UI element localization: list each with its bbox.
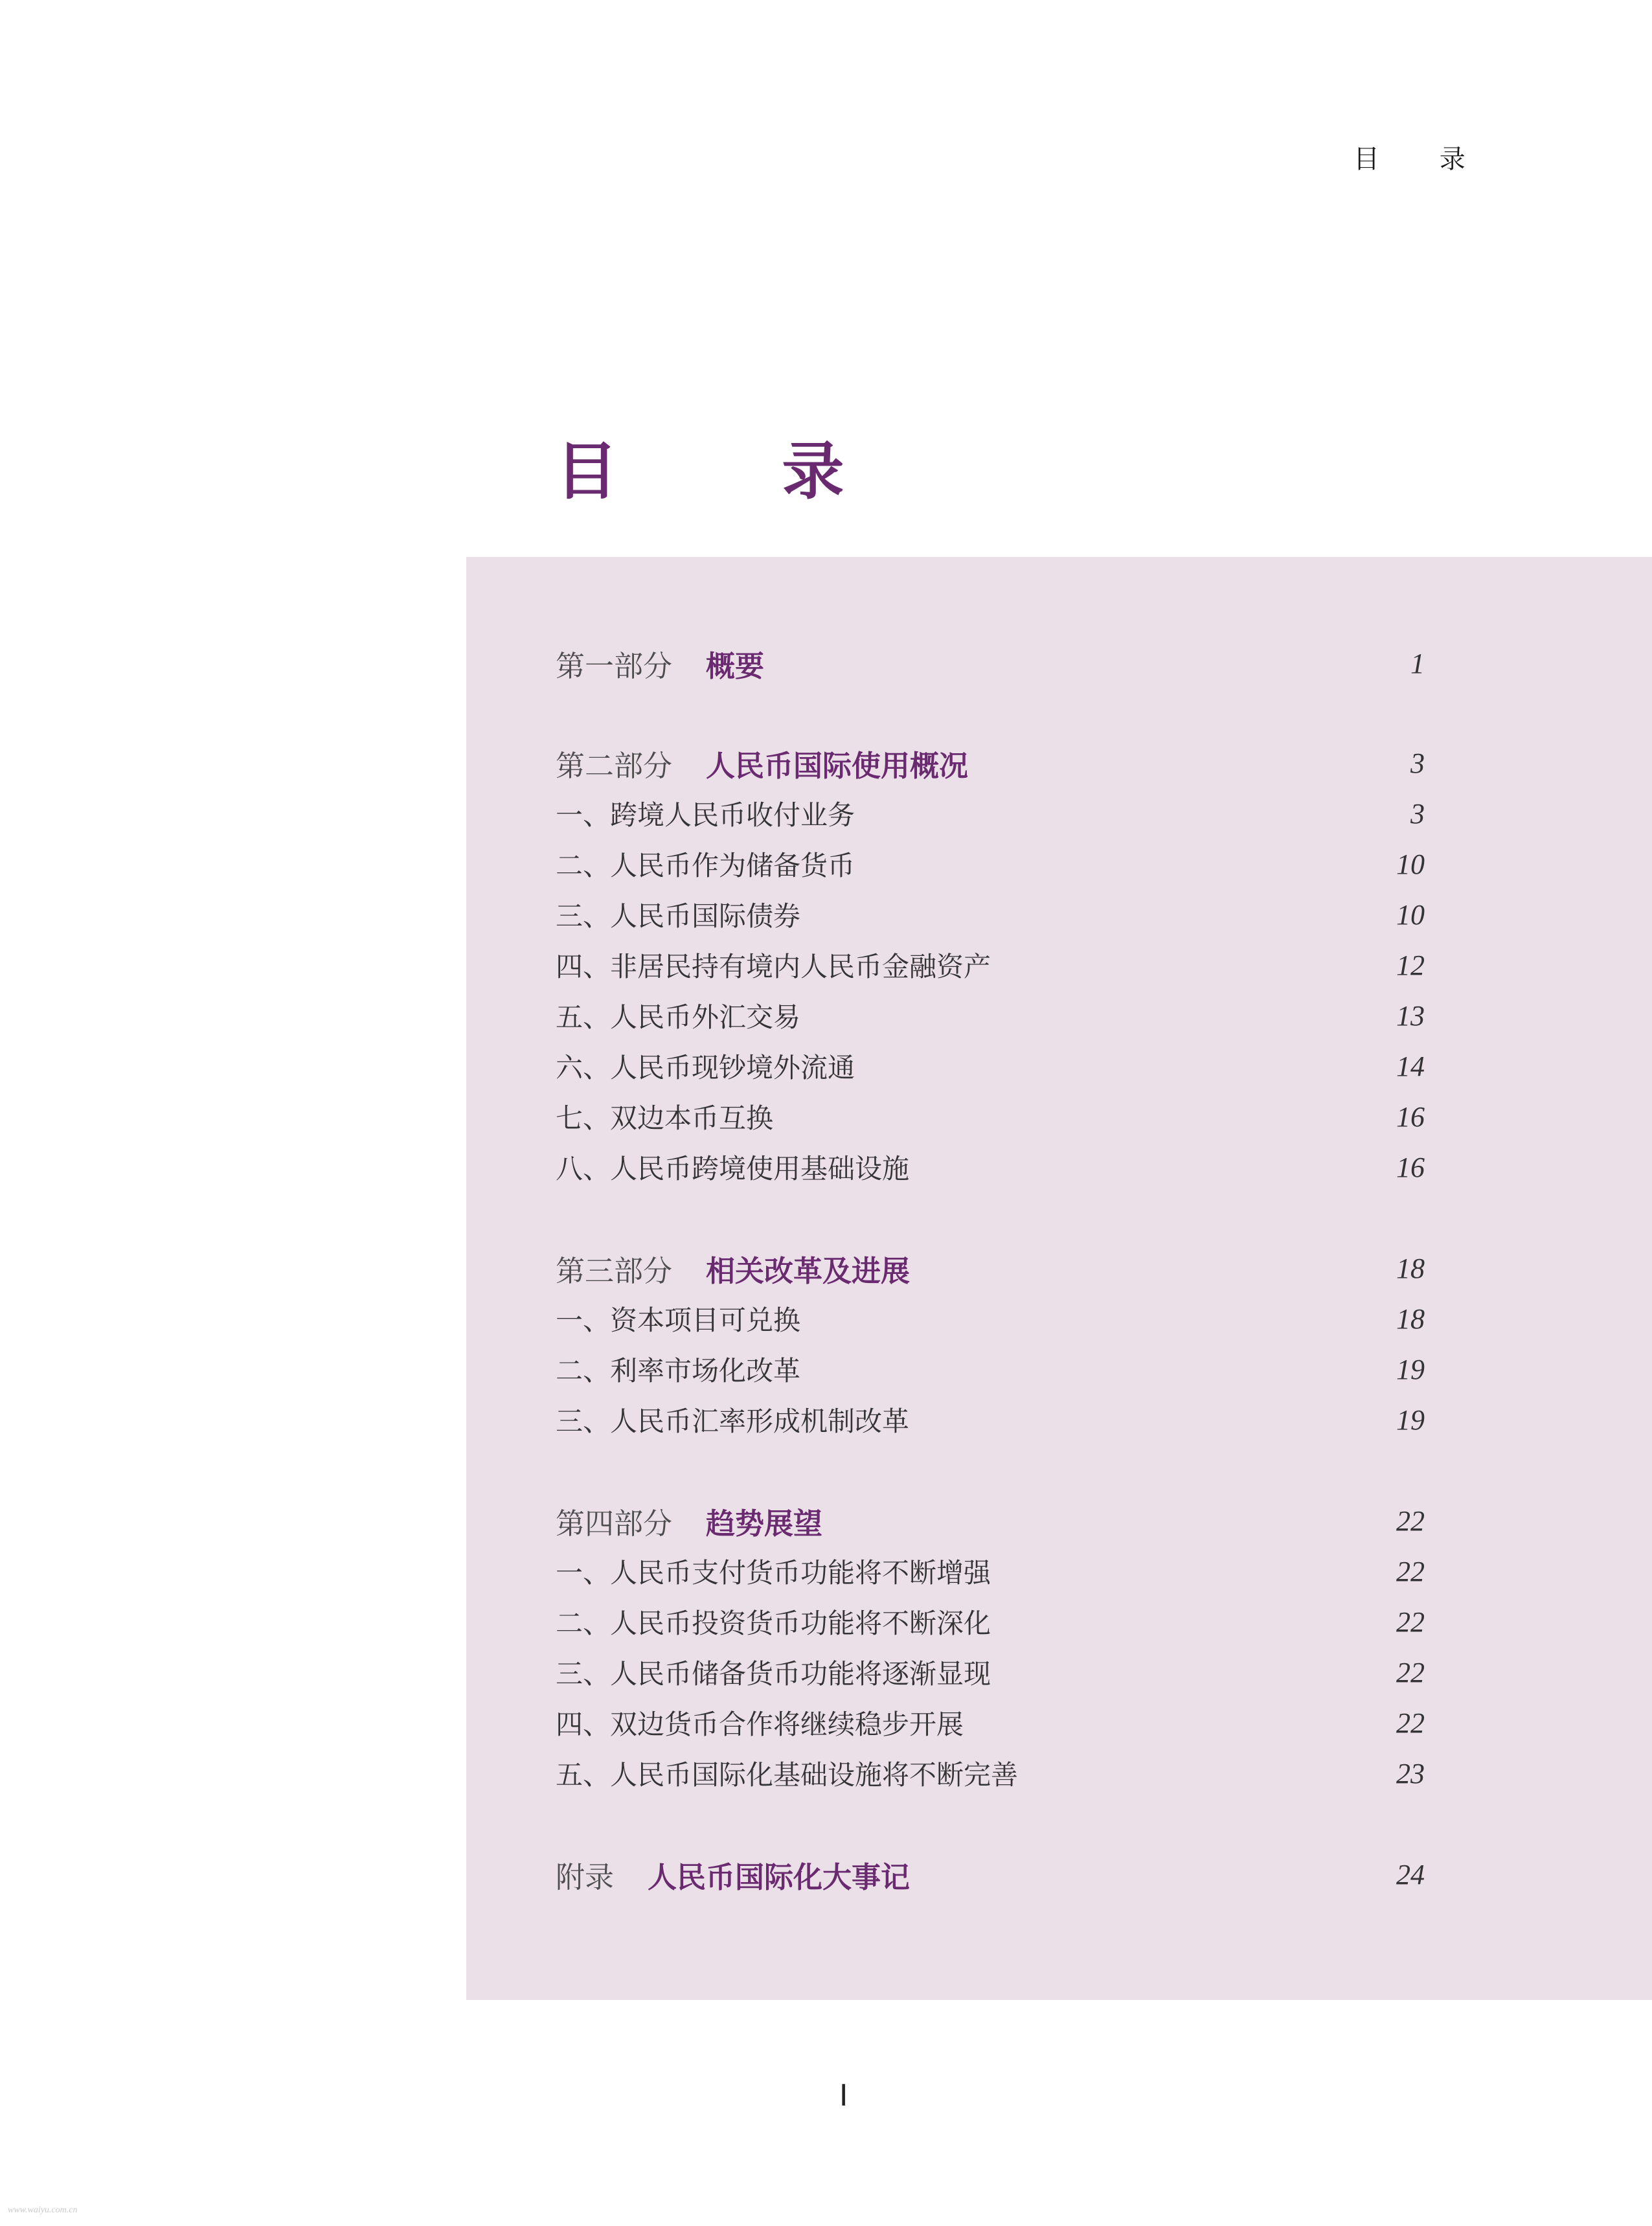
toc-row-title-group — [556, 1703, 964, 1742]
toc-part-label: 第三部分 — [556, 1253, 673, 1288]
toc-entry-title: 七、双边本币互换 — [556, 1102, 774, 1134]
toc-part-title: 趋势展望 — [706, 1506, 823, 1541]
toc-part-title: 概要 — [706, 648, 765, 683]
toc-page-number: 16 — [1396, 1100, 1425, 1133]
toc-part-row[interactable] — [556, 642, 1425, 684]
toc-part-label: 第一部分 — [556, 648, 673, 683]
toc-entry-row[interactable] — [556, 995, 1425, 1036]
toc-entry-row[interactable] — [556, 1702, 1425, 1743]
toc-page-number: 19 — [1396, 1403, 1425, 1436]
toc-entry-title: 六、人民币现钞境外流通 — [556, 1052, 855, 1084]
toc-row-title-group — [556, 845, 855, 883]
toc-entry-title: 三、人民币汇率形成机制改革 — [556, 1405, 910, 1437]
toc-page-number: 22 — [1396, 1555, 1425, 1587]
toc-row-title-group — [556, 1754, 1018, 1793]
toc-entry-title: 二、人民币作为储备货币 — [556, 850, 855, 881]
toc-row-title-group — [556, 946, 991, 984]
toc-row-title-group — [556, 996, 800, 1035]
page-number: I — [839, 2078, 848, 2113]
toc-page-number: 19 — [1396, 1353, 1425, 1385]
toc-entry-row[interactable] — [556, 793, 1425, 834]
toc-entry-row[interactable] — [556, 1298, 1425, 1339]
toc-part-label: 附录 — [556, 1859, 615, 1894]
toc-part-row[interactable] — [556, 1247, 1425, 1289]
toc-row-title-group — [556, 1653, 991, 1692]
toc-page-number: 22 — [1396, 1606, 1425, 1638]
toc-part-row[interactable] — [556, 1500, 1425, 1541]
toc-part-title: 人民币国际化大事记 — [648, 1859, 911, 1894]
toc-page-number: 14 — [1396, 1050, 1425, 1082]
toc-entry-row[interactable] — [556, 1652, 1425, 1693]
toc-entry-row[interactable] — [556, 1096, 1425, 1137]
toc-entry-title: 四、非居民持有境内人民币金融资产 — [556, 951, 991, 982]
toc-part-title: 人民币国际使用概况 — [706, 748, 969, 783]
toc-entry-row[interactable] — [556, 1146, 1425, 1188]
toc-row-title-group — [556, 1500, 822, 1542]
toc-entry-row[interactable] — [556, 944, 1425, 986]
toc-part-label: 第二部分 — [556, 748, 673, 783]
toc-row-title-group — [556, 794, 855, 833]
toc-part-label: 第四部分 — [556, 1506, 673, 1541]
toc-part-title: 相关改革及进展 — [706, 1253, 911, 1288]
toc-entry-title: 五、人民币国际化基础设施将不断完善 — [556, 1759, 1019, 1791]
toc-page-number: 22 — [1396, 1505, 1425, 1537]
toc-part-row[interactable] — [556, 742, 1425, 784]
toc-entry-title: 三、人民币国际债券 — [556, 900, 801, 932]
toc-page-number: 12 — [1396, 949, 1425, 981]
toc-row-title-group — [556, 1097, 773, 1136]
toc-page-number: 24 — [1396, 1858, 1425, 1891]
toc-page-number: 3 — [1410, 797, 1425, 830]
toc-entry-row[interactable] — [556, 1753, 1425, 1794]
toc-entry-title: 一、人民币支付货币功能将不断增强 — [556, 1557, 991, 1589]
toc-page-number: 23 — [1396, 1757, 1425, 1789]
running-header-title: 目 录 — [1353, 144, 1491, 174]
toc-page-number: 10 — [1396, 898, 1425, 931]
toc-entry-title: 三、人民币储备货币功能将逐渐显现 — [556, 1658, 991, 1690]
toc-page-number: 22 — [1396, 1707, 1425, 1739]
toc-row-title-group — [556, 1350, 800, 1389]
toc-entry-row[interactable] — [556, 1045, 1425, 1087]
toc-page-number: 10 — [1396, 848, 1425, 880]
toc-row-title-group — [556, 1552, 991, 1591]
toc-page-number: 16 — [1396, 1151, 1425, 1183]
toc-row-title-group — [556, 1400, 909, 1439]
toc-part-row[interactable] — [556, 1854, 1425, 1895]
toc-row-title-group — [556, 1602, 991, 1641]
toc-page-number: 3 — [1410, 747, 1425, 779]
toc-row-title-group — [556, 1854, 910, 1896]
toc-entry-title: 一、资本项目可兑换 — [556, 1304, 801, 1336]
toc-entry-row[interactable] — [556, 1550, 1425, 1592]
toc-entry-row[interactable] — [556, 843, 1425, 885]
toc-entry-title: 五、人民币外汇交易 — [556, 1001, 801, 1033]
toc-row-title-group — [556, 642, 764, 685]
toc-page-number: 22 — [1396, 1656, 1425, 1688]
toc-entry-title: 一、跨境人民币收付业务 — [556, 799, 855, 831]
toc-heading: 目 录 — [556, 435, 916, 508]
toc-entry-row[interactable] — [556, 1601, 1425, 1642]
toc-page-number: 13 — [1396, 999, 1425, 1032]
toc-entry-title: 二、利率市场化改革 — [556, 1355, 801, 1387]
toc-entry-title: 八、人民币跨境使用基础设施 — [556, 1153, 910, 1185]
toc-entry-row[interactable] — [556, 1399, 1425, 1440]
toc-entry-row[interactable] — [556, 1348, 1425, 1390]
toc-row-title-group — [556, 895, 800, 934]
toc-entry-title: 二、人民币投资货币功能将不断深化 — [556, 1607, 991, 1639]
toc-page-number: 18 — [1396, 1302, 1425, 1335]
watermark: www.waiyu.com.cn — [8, 2205, 78, 2215]
toc-entry-title: 四、双边货币合作将继续稳步开展 — [556, 1709, 964, 1740]
toc-row-title-group — [556, 1247, 910, 1289]
toc-row-title-group — [556, 742, 968, 784]
toc-row-title-group — [556, 1047, 855, 1085]
toc-row-title-group — [556, 1299, 800, 1338]
toc-page-number: 1 — [1410, 647, 1425, 679]
toc-page-number: 18 — [1396, 1252, 1425, 1284]
toc-entry-row[interactable] — [556, 894, 1425, 935]
toc-row-title-group — [556, 1148, 909, 1187]
